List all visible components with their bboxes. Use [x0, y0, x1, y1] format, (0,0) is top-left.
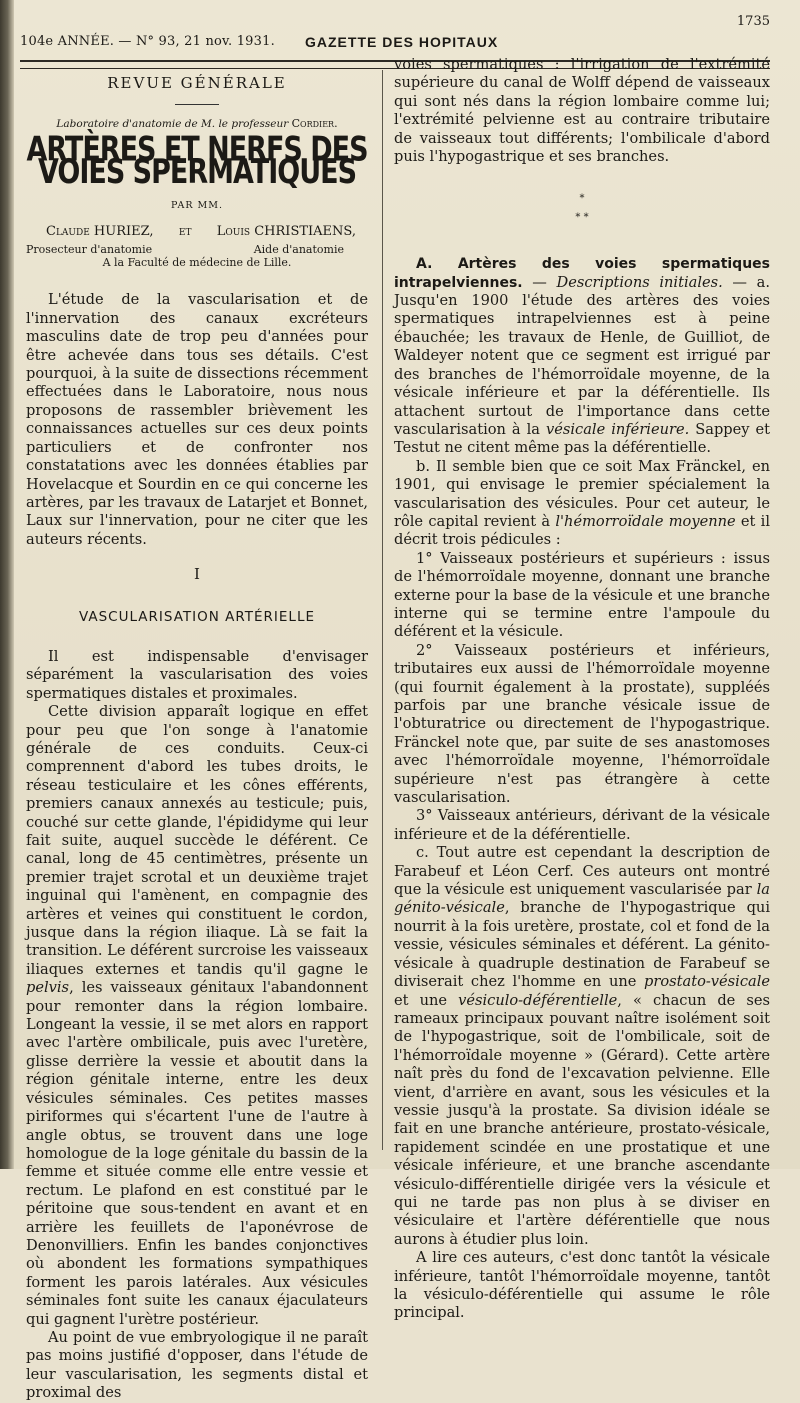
intro-paragraph: L'étude de la vascularisation et de l'innervation des canaux excréteurs masculins date de trop peu d'années pour être achevée dans tous ses détails. C'est pourquoi, à la suite de dissections récemment effectuées dans le Laboratoire, nous nous proposons de rassembler brièvement les connaissances actuelles sur ces deux points particuliers et de confronter nos constatations avec les données établies par Hovelacque et Sourdin en ce qui concerne les artères, par les travaux de Latarjet et Bonnet, Laux sur l'innervation, pour ne citer que les auteurs récents.	[26, 291, 368, 548]
paragraph-2b: , les vaisseaux génitaux l'abandonnent pour remonter dans la région lombaire. Longeant la vessie, il se met alors en rapport avec l'artère ombilicale, puis avec l'uretère, glisse derrière la vessie et aboutit dans la région génitale interne, entre les deux vésicules séminales. Ces petites masses piriformes qui s'écartent l'une de l'autre à angle obtus, se trouvent dans une loge homologue de la loge génitale du bassin de la femme et située comme elle entre vessie et rectum. Le plafond en est constitué par le péritoine que sous-tendent en avant et en arrière les feuillets de l'aponévrose de Denonvilliers. Enfin les bandes conjonctives où abondent les formations sympathiques forment les parois latérales. Aux vésicules séminales font suite les canaux éjaculateurs qui gagnent l'urètre postérieur.	[26, 979, 368, 1328]
c-text-4: , « chacun de ses rameaux principaux pouvant naître isolément soit de l'hypogastrique, soit de l'ombilicale, soit de l'hémorroïdale moyenne » (Gérard). Cette artère naît près du fond de l'excavation pelvienne. Elle vient, d'arrière en avant, sous les vésicules et la vessie jusqu'à la prostate. Sa division idéale se fait en une branche antérieure, prostato-vésicale, rapidement scindée en une prostatique et une vésicale inférieure, et une branche ascendante vésiculo-différentielle dirigée vers la vésicule et qui ne tarde pas non plus à se diviser en vésiculaire et l'artère déférentielle que nous aurons à étudier plus loin.	[394, 991, 771, 1248]
left-column	[26, 70, 368, 1403]
section-title: VASCULARISATION ARTÉRIELLE	[78, 608, 316, 625]
descriptions-label: Descriptions initiales.	[556, 273, 723, 291]
role-prosecteur: Prosecteur d'anatomie	[26, 243, 153, 257]
paragraph-3: Au point de vue embryologique il ne paraît pas moins justifié d'opposer, dans l'étude de leur vascularisation, les segments distal et proximal des	[26, 1328, 368, 1402]
pelvis-word: pelvis	[26, 979, 70, 997]
genito-vesicale: la génito-vésicale	[394, 881, 771, 917]
item-1: 1° Vaisseaux postérieurs et supérieurs : issus de l'hémorroïdale moyenne, donnant une branche externe pour la base de la vésicule et une branche interne qui se termine entre l'ampoule du déférent et la vésicule.	[394, 549, 770, 641]
author-and: et	[178, 224, 192, 240]
paragraph-2	[26, 703, 368, 1329]
page-number: 1735	[736, 14, 770, 29]
section-stars: * * *	[575, 193, 589, 223]
page-binding-edge	[0, 0, 14, 1169]
hemorroidale-moyenne: l'hémorroïdale moyenne	[555, 512, 736, 530]
c-text-2: , branche de l'hypogastrique qui nourrit à la fois uretère, prostate, col et fond de la vessie, vésicules séminales et déférent. La génito-vésicale à quadruple destination de Farabeuf se diviserait chez l'homme en une	[394, 899, 770, 991]
paragraph-1: Il est indispensable d'envisager séparément la vascularisation des voies spermatiques distales et proximales.	[26, 647, 368, 702]
vesicale-inferieure: vésicale inférieure.	[546, 420, 690, 438]
faculty-line: A la Faculté de médecine de Lille.	[102, 256, 292, 270]
item-3: 3° Vaisseaux antérieurs, dérivant de la vésicale inférieure et de la déférentielle.	[394, 807, 770, 843]
c-text: c. Tout autre est cependant la description de Farabeuf et Léon Cerf. Ces auteurs ont montré que la vésicule est uniquement vascularisée par	[394, 844, 770, 899]
rubric-title: REVUE GÉNÉRALE	[107, 74, 287, 92]
c-text-3: et une	[394, 991, 448, 1009]
item-2: 2° Vaisseaux postérieurs et inférieurs, tributaires eux aussi de l'hémorroïdale moyenne (qui fournit également à la prostate), suppléés parfois par une branche vésicale issue de l'obturatrice ou directement de l'hypogastrique. Fränckel note que, par suite de ses anastomoses avec l'hémorroïdale moyenne, l'hémorroïdale supérieure n'est pas étrangère à cette vascularisation.	[394, 641, 770, 807]
issue-line: 104e ANNÉE. — N° 93, 21 nov. 1931.	[20, 34, 275, 49]
paragraph-b	[394, 458, 770, 550]
continuation-paragraph: voies spermatiques : l'irrigation de l'extrémité supérieure du canal de Wolff dépend de vaisseaux qui sont nés dans la région lombaire comme lui; l'extrémité pelvienne est au contraire tributaire de vaisseaux tout différents; l'ombilicale d'abord puis l'hypogastrique et ses branches.	[394, 56, 770, 166]
b-text-2: et il décrit trois pédicules :	[394, 512, 771, 549]
prostato-vesicale: prostato-vésicale	[644, 973, 771, 991]
a-text-2: Sappey et Testut ne citent même pas la déférentielle.	[394, 420, 771, 457]
paragraph-c	[394, 844, 770, 1249]
role-aide: Aide d'anatomie	[253, 243, 344, 257]
authors	[26, 223, 368, 241]
right-column	[394, 56, 770, 1323]
running-header	[20, 14, 770, 54]
vesiculo-deferentielle: vésiculo-déférentielle	[458, 991, 618, 1009]
column-divider	[382, 70, 383, 1150]
author-huriez: Claude HURIEZ,	[46, 224, 154, 240]
subsection-a: A. Artères des voies spermatiques intrapelviennes. — Descriptions initiales. — a. Jusqu'en 1900 l'étude des artères des voies spermatiques intrapelviennes est à peine ébauchée; les travaux de Henle, de Guilliot, de Waldeyer notent que ce segment est irrigué par des branches de l'hémorroïdale moyenne, de la vésicale inférieure et par la déférentielle. Ils attachent surtout de l'importance dans cette vascularisation à la vésicale inférieure. Sappey et Testut ne citent même pas la déférentielle.	[394, 256, 771, 457]
laboratory-prefix: Laboratoire d'anatomie de M. le professeur	[56, 118, 289, 131]
b-text: b. Il semble bien que ce soit Max Fränckel, en 1901, qui envisage le premier spécialement la vascularisation des vésicules. Pour cet auteur, le rôle capital revient à	[394, 457, 770, 530]
article-title: ARTÈRES ET NERFS DES VOIES SPERMATIQUES	[26, 130, 368, 193]
author-roles	[26, 241, 368, 256]
a-text: — a. Jusqu'en 1900 l'étude des artères des voies spermatiques intrapelviennes est à peine ébauchée; les travaux de Henle, de Guilliot, de Waldeyer notent que ce segment est irrigué par des branches de l'hémorroïdale moyenne, de la vésicale inférieure et par la déférentielle. Ils attachent surtout de l'importance dans cette vascularisation à la	[394, 273, 771, 438]
closing-paragraph: A lire ces auteurs, c'est donc tantôt la vésicale inférieure, tantôt l'hémorroïdale moyenne, tantôt la vésiculo-déférentielle qui assume le rôle principal.	[394, 1249, 770, 1322]
paragraph-2a: Cette division apparaît logique en effet pour peu que l'on songe à l'anatomie générale de ces conduits. Ceux-ci comprennent d'abord les tubes droits, le réseau testiculaire et les cônes efférents, premiers canaux annexés au testicule; puis, couché sur cette glande, l'épididyme qui leur fait suite, auquel succède le déférent. Ce canal, long de 45 centimètres, présente un premier trajet scrotal et un deuxième trajet inguinal qui l'amènent, en compagnie des artères et veines qui constituent le cordon, jusque dans la région iliaque. Là se fait la transition. Le déférent surcroise les vaisseaux iliaques externes et tandis qu'il gagne le	[26, 703, 368, 978]
subsection-heading: A. Artères des voies spermatiques intrapelviennes.	[394, 256, 770, 291]
author-christiaens: Louis CHRISTIAENS,	[216, 224, 356, 240]
laboratory-name: Cordier.	[291, 117, 338, 131]
short-divider	[175, 104, 219, 105]
section-number: I	[194, 565, 200, 584]
journal-name: GAZETTE DES HOPITAUX	[305, 34, 499, 50]
by-line: PAR MM.	[170, 199, 224, 211]
